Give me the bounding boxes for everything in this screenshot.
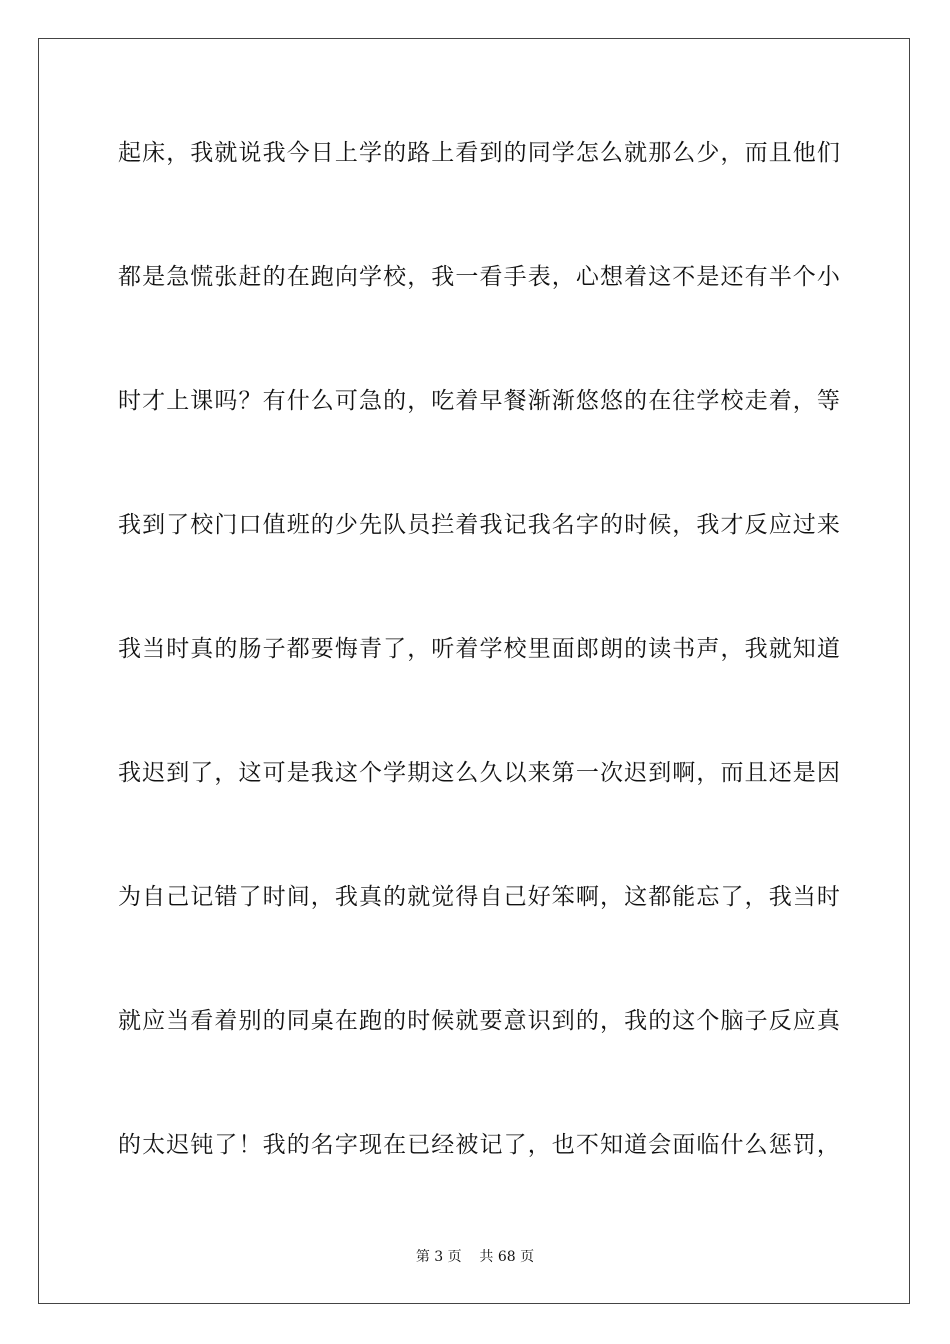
text-line: 我当时真的肠子都要悔青了，听着学校里面郎朗的读书声，我就知道: [118, 636, 841, 662]
text-line: 都是急慌张赶的在跑向学校，我一看手表，心想着这不是还有半个小: [118, 264, 841, 290]
text-line: 时才上课吗？有什么可急的，吃着早餐渐渐悠悠的在往学校走着，等: [118, 388, 841, 414]
page-number-footer: 第 3 页 共 68 页: [415, 1249, 535, 1265]
text-line: 我到了校门口值班的少先队员拦着我记我名字的时候，我才反应过来: [118, 512, 841, 538]
text-line: 我迟到了，这可是我这个学期这么久以来第一次迟到啊，而且还是因: [118, 760, 841, 786]
text-line: 为自己记错了时间，我真的就觉得自己好笨啊，这都能忘了，我当时: [118, 884, 841, 910]
document-body: [118, 130, 841, 1246]
text-line: 起床，我就说我今日上学的路上看到的同学怎么就那么少，而且他们: [118, 140, 841, 166]
text-line: 就应当看着别的同桌在跑的时候就要意识到的，我的这个脑子反应真: [118, 1008, 841, 1034]
text-line: 的太迟钝了！我的名字现在已经被记了，也不知道会面临什么惩罚，: [118, 1132, 841, 1158]
